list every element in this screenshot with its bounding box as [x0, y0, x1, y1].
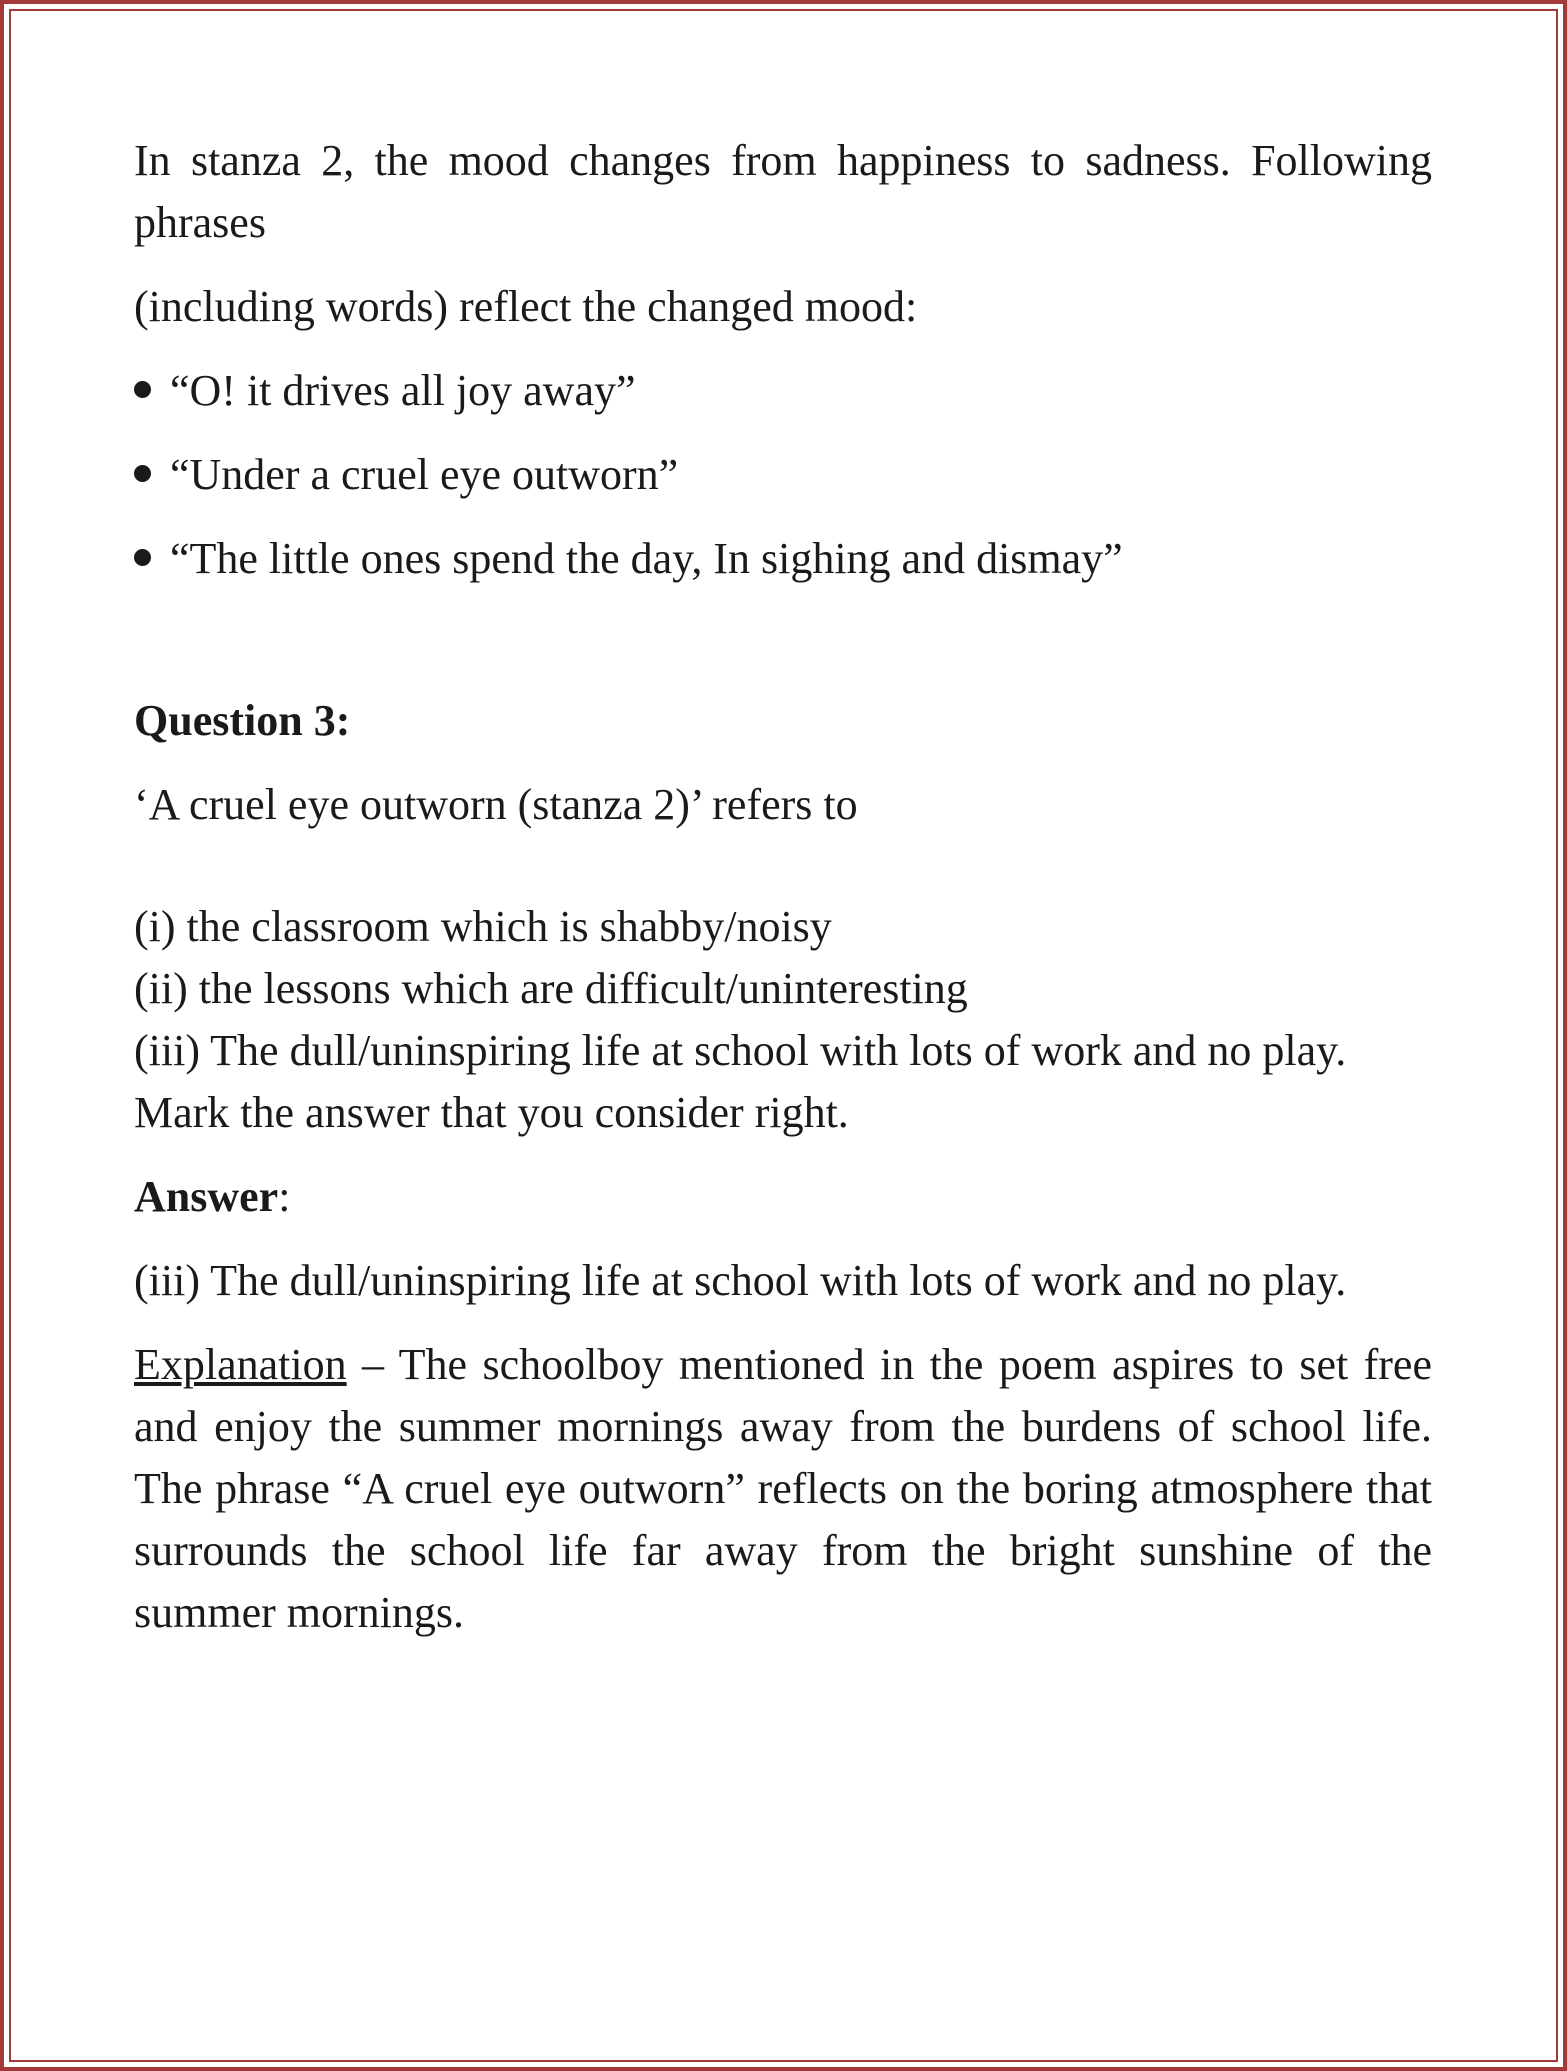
question-prompt: ‘A cruel eye outworn (stanza 2)’ refers to	[134, 780, 858, 829]
bullet-icon	[134, 381, 151, 398]
explanation-text: – The schoolboy mentioned in the poem aspires to set free and enjoy the summer mornings away from the burdens of school life. The phrase “A cruel eye outworn” reflects on the boring atmosphere that surrounds the school life far away from the bright sunshine of the summer mornings.	[134, 1340, 1432, 1637]
answer-colon: :	[278, 1172, 291, 1221]
answer-text: (iii) The dull/uninspiring life at school with lots of work and no play.	[134, 1256, 1347, 1305]
question-options	[134, 896, 1432, 1144]
answer-label: Answer	[134, 1172, 279, 1221]
answer-heading	[134, 1166, 1432, 1228]
list-item	[134, 528, 1432, 590]
bullet-text: “O! it drives all joy away”	[170, 366, 636, 415]
explanation-label: Explanation	[134, 1340, 347, 1389]
document-body	[134, 130, 1432, 1644]
explanation-paragraph	[134, 1334, 1432, 1644]
bullet-icon	[134, 465, 151, 482]
question-instruction: Mark the answer that you consider right.	[134, 1088, 849, 1137]
option-i: (i) the classroom which is shabby/noisy	[134, 902, 832, 951]
option-iii: (iii) The dull/uninspiring life at school with lots of work and no play.	[134, 1026, 1347, 1075]
bullet-icon	[134, 549, 151, 566]
option-ii: (ii) the lessons which are difficult/uninteresting	[134, 964, 968, 1013]
list-item	[134, 444, 1432, 506]
intro-paragraph: In stanza 2, the mood changes from happiness to sadness. Following phrases	[134, 136, 1432, 247]
question-heading: Question 3:	[134, 696, 351, 745]
intro-paragraph-continued: (including words) reflect the changed mood:	[134, 282, 918, 331]
bullet-text: “Under a cruel eye outworn”	[170, 450, 679, 499]
list-item	[134, 360, 1432, 422]
bullet-text: “The little ones spend the day, In sighing and dismay”	[170, 534, 1123, 583]
